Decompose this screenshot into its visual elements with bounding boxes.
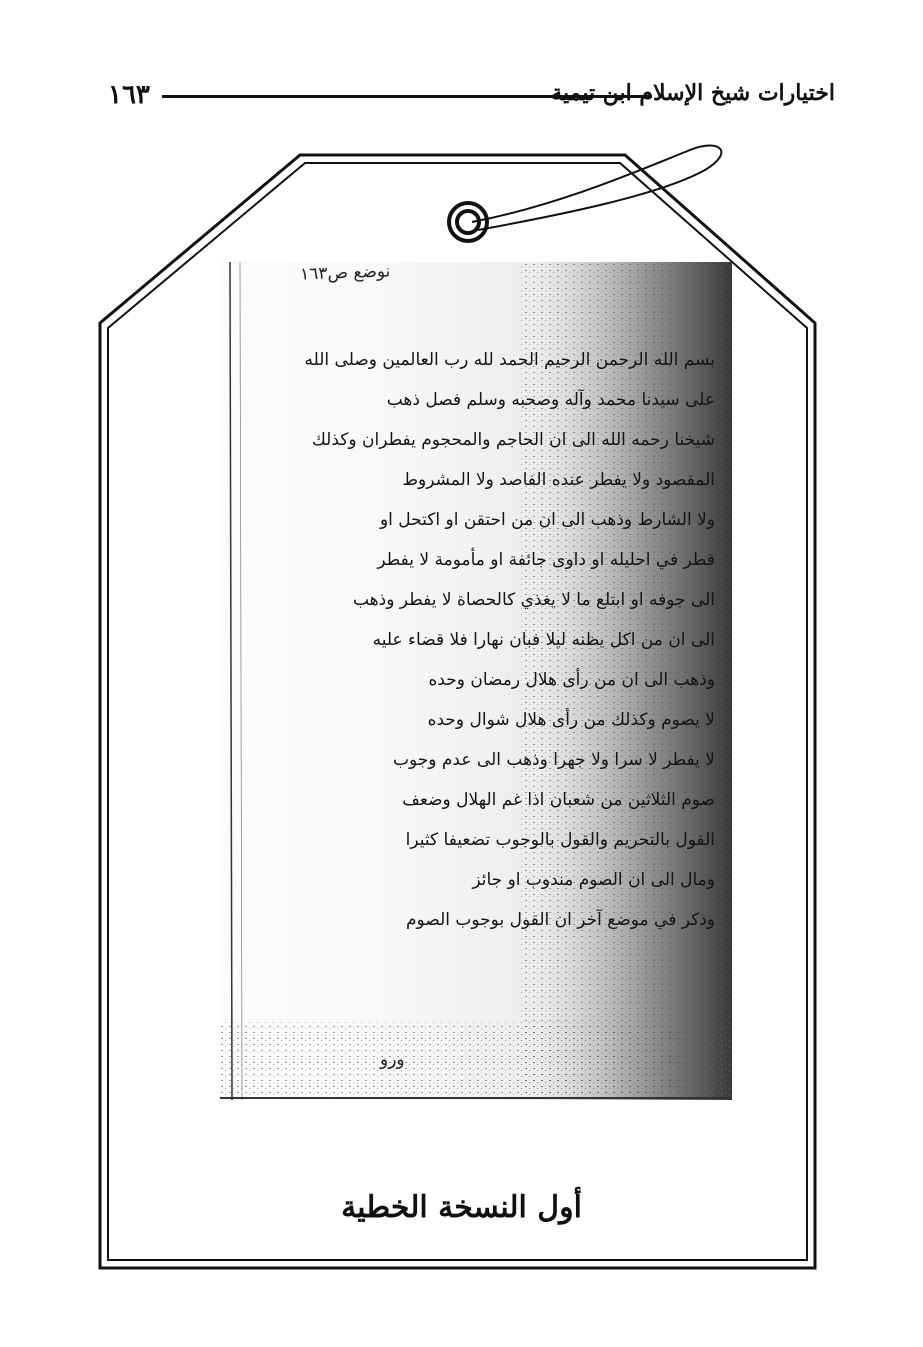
figure-caption: أول النسخة الخطية	[341, 1190, 582, 1225]
manuscript-line: شيخنا رحمه الله الى ان الحاجم والمحجوم يفطران وكذلك	[311, 430, 715, 450]
manuscript-line: قطر في احليله او داوى جائفة او مأمومة لا يفطر	[377, 550, 715, 570]
manuscript-line: لا يفطر لا سرا ولا جهرا وذهب الى عدم وجوب	[393, 750, 715, 770]
manuscript-line: وذهب الى ان من رأى هلال رمضان وحده	[428, 670, 715, 690]
manuscript-line: الى ان من اكل يظنه ليلا فبان نهارا فلا قضاء عليه	[372, 630, 715, 650]
manuscript-line: ومال الى ان الصوم مندوب او جائز	[472, 870, 715, 890]
manuscript-line: ولا الشارط وذهب الى ان من احتقن او اكتحل او	[379, 510, 715, 530]
manuscript-line: المقصود ولا يفطر عنده الفاصد ولا المشروط	[402, 470, 715, 490]
manuscript-line: القول بالتحريم والقول بالوجوب تضعيفا كثيرا	[405, 830, 715, 850]
tag-hole-icon	[449, 203, 487, 241]
manuscript-line: على سيدنا محمد وآله وصحبه وسلم فصل ذهب	[386, 390, 715, 410]
manuscript-text	[235, 340, 715, 940]
book-title: اختيارات شيخ الإسلام ابن تيمية	[551, 80, 835, 106]
manuscript-line: وذكر في موضع آخر ان القول بوجوب الصوم	[406, 910, 715, 930]
manuscript-line: بسم الله الرحمن الرحيم الحمد لله رب العالمين وصلى الله	[304, 350, 715, 370]
manuscript-line: صوم الثلاثين من شعبان اذا غم الهلال وضعف	[402, 790, 715, 810]
manuscript-bottom-mark: ورو	[380, 1050, 405, 1070]
page-number: ١٦٣	[108, 80, 150, 110]
manuscript-page-marker: نوضع ص١٦٣	[299, 261, 391, 285]
manuscript-line: لا يصوم وكذلك من رأى هلال شوال وحده	[427, 710, 715, 730]
tag-string	[472, 146, 721, 230]
manuscript-line: الى جوفه او ابتلع ما لا يغذي كالحصاة لا يفطر وذهب	[352, 590, 715, 610]
